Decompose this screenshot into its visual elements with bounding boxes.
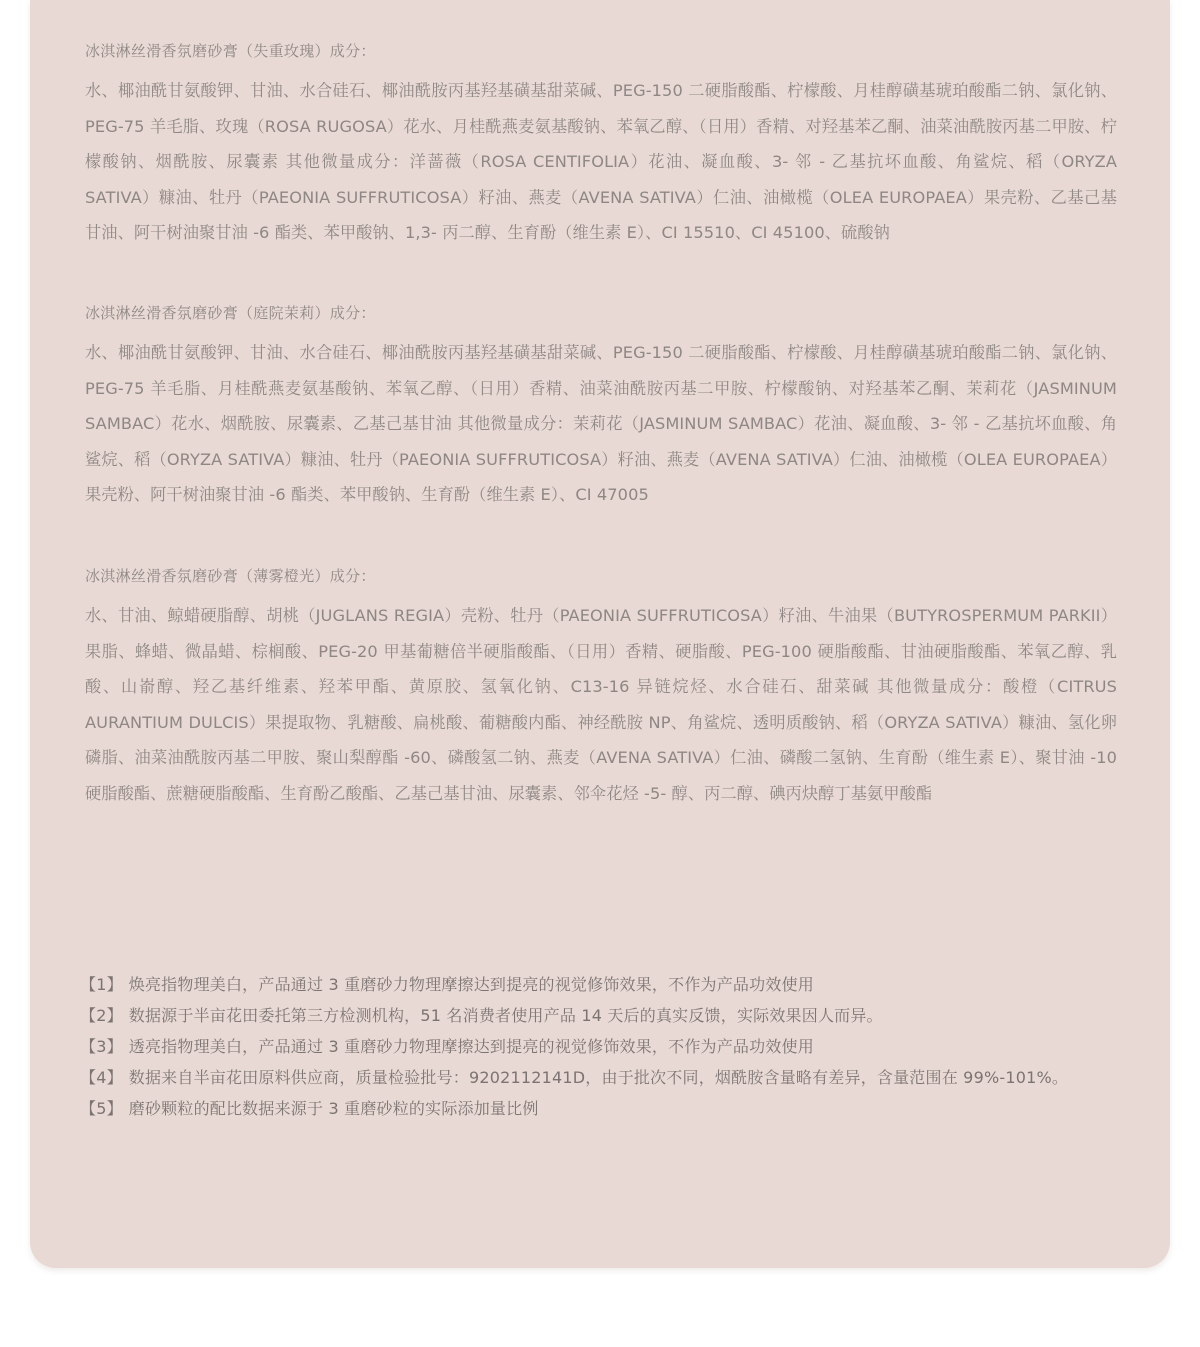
footnote-text: 透亮指物理美白，产品通过 3 重磨砂力物理摩擦达到提亮的视觉修饰效果，不作为产品功效使用	[128, 1037, 814, 1056]
ingredients-section-orange	[85, 565, 1117, 811]
footnote-mark: 【3】	[80, 1037, 123, 1056]
footnote	[80, 1000, 1140, 1031]
footnote	[80, 1093, 1140, 1124]
footnote-mark: 【5】	[80, 1099, 123, 1118]
section-body: 水、椰油酰甘氨酸钾、甘油、水合硅石、椰油酰胺丙基羟基磺基甜菜碱、PEG-150 二硬脂酸酯、柠檬酸、月桂醇磺基琥珀酸酯二钠、氯化钠、PEG-75 羊毛脂、月桂酰燕麦氨基酸钠、苯氧乙醇、（日用）香精、油菜油酰胺丙基二甲胺、柠檬酸钠、对羟基苯乙酮、茉莉花（JASMINUM SAMBAC）花水、烟酰胺、尿囊素、乙基己基甘油 其他微量成分：茉莉花（JASMINUM SAMBAC）花油、凝血酸、3- 邻 - 乙基抗坏血酸、角鲨烷、稻（ORYZA SATIVA）糠油、牡丹（PAEONIA SUFFRUTICOSA）籽油、燕麦（AVENA SATIVA）仁油、油橄榄（OLEA EUROPAEA）果壳粉、阿干树油聚甘油 -6 酯类、苯甲酸钠、生育酚（维生素 E）、CI 47005	[85, 343, 1117, 504]
ingredients-section-rose	[85, 40, 1117, 251]
section-body: 水、椰油酰甘氨酸钾、甘油、水合硅石、椰油酰胺丙基羟基磺基甜菜碱、PEG-150 二硬脂酸酯、柠檬酸、月桂醇磺基琥珀酸酯二钠、氯化钠、PEG-75 羊毛脂、玫瑰（ROSA RUGOSA）花水、月桂酰燕麦氨基酸钠、苯氧乙醇、（日用）香精、对羟基苯乙酮、油菜油酰胺丙基二甲胺、柠檬酸钠、烟酰胺、尿囊素 其他微量成分：洋蔷薇（ROSA CENTIFOLIA）花油、凝血酸、3- 邻 - 乙基抗坏血酸、角鲨烷、稻（ORYZA SATIVA）糠油、牡丹（PAEONIA SUFFRUTICOSA）籽油、燕麦（AVENA SATIVA）仁油、油橄榄（OLEA EUROPAEA）果壳粉、乙基己基甘油、阿干树油聚甘油 -6 酯类、苯甲酸钠、1,3- 丙二醇、生育酚（维生素 E）、CI 15510、CI 45100、硫酸钠	[85, 81, 1117, 242]
section-title: 冰淇淋丝滑香氛磨砂膏（失重玫瑰）成分：	[85, 42, 376, 60]
footnote-mark: 【4】	[80, 1068, 123, 1087]
ingredients-section-jasmine	[85, 302, 1117, 513]
section-title: 冰淇淋丝滑香氛磨砂膏（薄雾橙光）成分：	[85, 567, 376, 585]
footnotes	[80, 969, 1140, 1124]
section-title: 冰淇淋丝滑香氛磨砂膏（庭院茉莉）成分：	[85, 304, 376, 322]
footnote	[80, 1062, 1140, 1093]
ingredients-card	[30, 0, 1170, 1268]
section-body: 水、甘油、鲸蜡硬脂醇、胡桃（JUGLANS REGIA）壳粉、牡丹（PAEONIA SUFFRUTICOSA）籽油、牛油果（BUTYROSPERMUM PARKII）果脂、蜂蜡、微晶蜡、棕榈酸、PEG-20 甲基葡糖倍半硬脂酸酯、（日用）香精、硬脂酸、PEG-100 硬脂酸酯、甘油硬脂酸酯、苯氧乙醇、乳酸、山嵛醇、羟乙基纤维素、羟苯甲酯、黄原胶、氢氧化钠、C13-16 异链烷烃、水合硅石、甜菜碱 其他微量成分：酸橙（CITRUS AURANTIUM DULCIS）果提取物、乳糖酸、扁桃酸、葡糖酸内酯、神经酰胺 NP、角鲨烷、透明质酸钠、稻（ORYZA SATIVA）糠油、氢化卵磷脂、油菜油酰胺丙基二甲胺、聚山梨醇酯 -60、磷酸氢二钠、燕麦（AVENA SATIVA）仁油、磷酸二氢钠、生育酚（维生素 E）、聚甘油 -10 硬脂酸酯、蔗糖硬脂酸酯、生育酚乙酸酯、乙基己基甘油、尿囊素、邻伞花烃 -5- 醇、丙二醇、碘丙炔醇丁基氨甲酸酯	[85, 606, 1117, 803]
footnote	[80, 969, 1140, 1000]
footnote-text: 数据源于半亩花田委托第三方检测机构，51 名消费者使用产品 14 天后的真实反馈，实际效果因人而异。	[128, 1006, 883, 1025]
footnote	[80, 1031, 1140, 1062]
footnote-text: 焕亮指物理美白，产品通过 3 重磨砂力物理摩擦达到提亮的视觉修饰效果，不作为产品功效使用	[128, 975, 814, 994]
footnote-mark: 【2】	[80, 1006, 123, 1025]
footnote-text: 磨砂颗粒的配比数据来源于 3 重磨砂粒的实际添加量比例	[128, 1099, 539, 1118]
footnote-text: 数据来自半亩花田原料供应商，质量检验批号：9202112141D，由于批次不同，烟酰胺含量略有差异，含量范围在 99%-101%。	[128, 1068, 1069, 1087]
footnote-mark: 【1】	[80, 975, 123, 994]
